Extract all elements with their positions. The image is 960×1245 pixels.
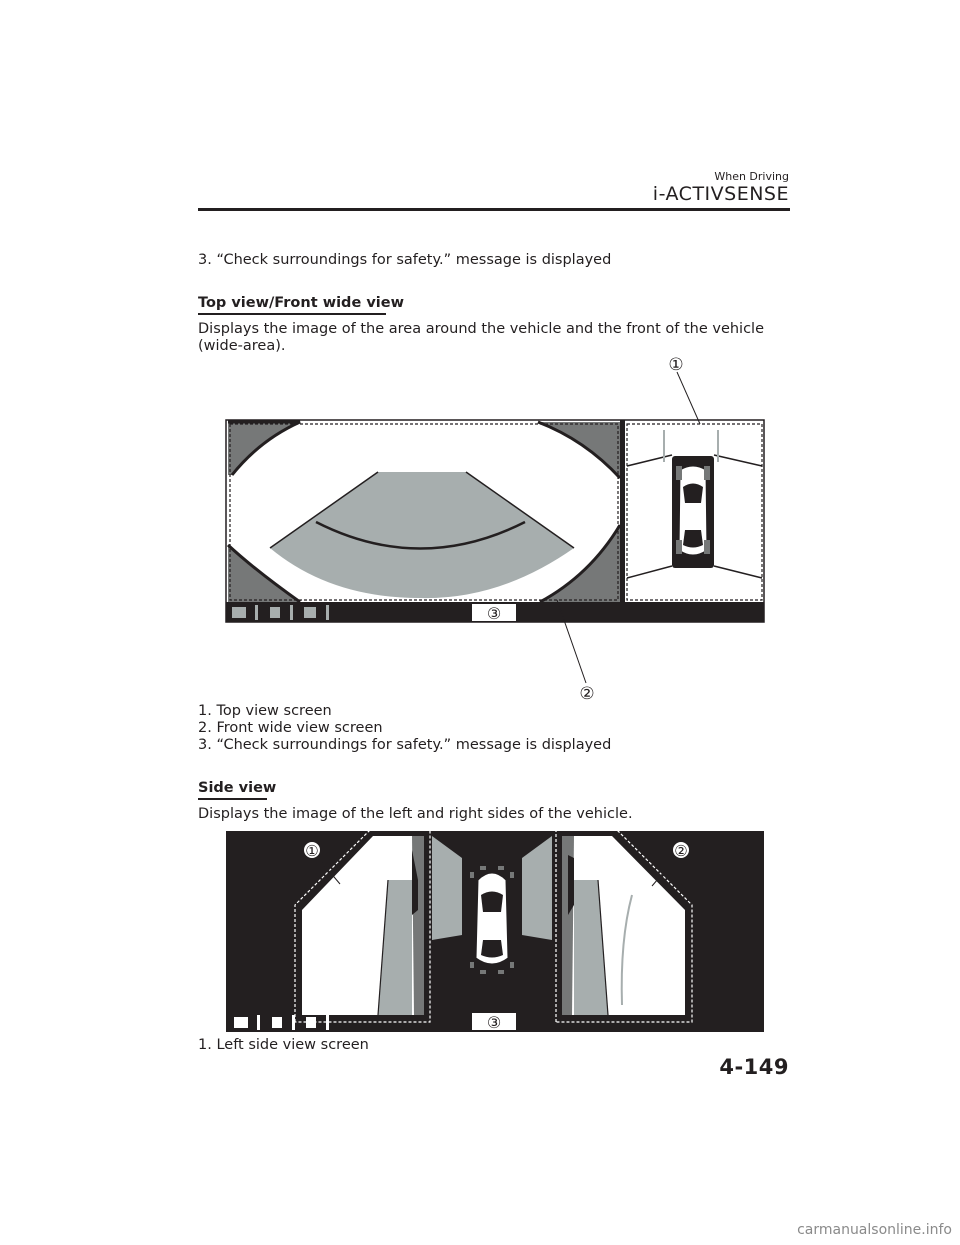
list-item: 3. “Check surroundings for safety.” message is displayed [198,737,612,753]
callout-2: ② [674,842,688,860]
side-view-list [198,1037,369,1054]
top-view-description: Displays the image of the area around the vehicle and the front of the vehicle (wide-area). [198,321,765,354]
callout-3: ③ [486,1013,502,1032]
callout-3: ③ [486,604,502,623]
list-item: 1. Top view screen [198,703,332,719]
callout-1: ① [668,355,684,375]
list-item: 2. Front wide view screen [198,720,383,736]
list-item: 1. Left side view screen [198,1037,369,1053]
callout-1: ① [305,842,319,860]
side-view-heading: Side view [198,780,277,796]
intro-list-item: 3. “Check surroundings for safety.” message is displayed [198,252,612,268]
top-view-heading: Top view/Front wide view [198,295,404,311]
page-number: 4-149 [719,1055,789,1079]
callout-2: ② [579,684,595,704]
section-label: When Driving [714,170,789,183]
side-view-description: Displays the image of the left and right sides of the vehicle. [198,806,633,822]
footer-watermark[interactable]: carmanualsonline.info [797,1222,952,1238]
chapter-title: i-ACTIVSENSE [652,183,789,205]
